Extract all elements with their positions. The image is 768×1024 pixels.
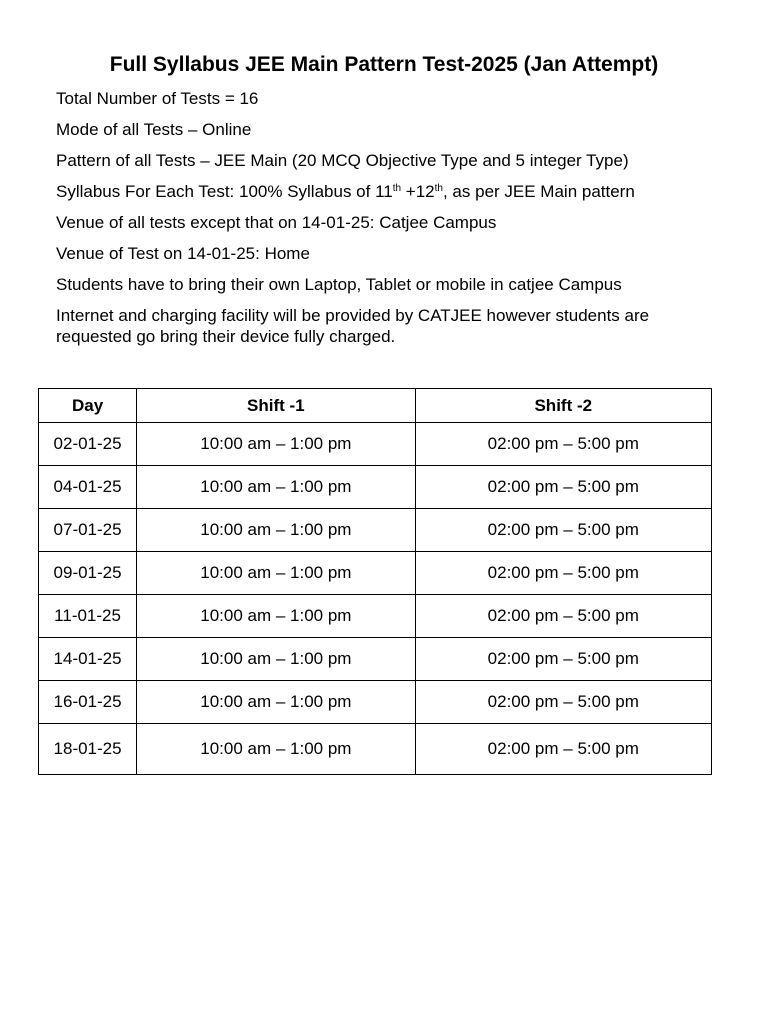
info-total-tests: Total Number of Tests = 16 — [56, 89, 259, 108]
table-header-row — [39, 389, 712, 423]
table-row — [39, 638, 712, 681]
table-row — [39, 466, 712, 509]
cell-shift-1: 10:00 am – 1:00 pm — [137, 638, 415, 681]
cell-shift-1: 10:00 am – 1:00 pm — [137, 681, 415, 724]
cell-shift-1: 10:00 am – 1:00 pm — [137, 724, 415, 775]
page-title: Full Syllabus JEE Main Pattern Test-2025 (Jan Attempt) — [109, 53, 659, 76]
cell-shift-1: 10:00 am – 1:00 pm — [137, 466, 415, 509]
cell-day: 09-01-25 — [39, 552, 137, 595]
syllabus-mid: +12 — [401, 182, 435, 201]
cell-shift-2: 02:00 pm – 5:00 pm — [415, 466, 711, 509]
cell-shift-2: 02:00 pm – 5:00 pm — [415, 552, 711, 595]
cell-day: 14-01-25 — [39, 638, 137, 681]
info-list — [56, 88, 716, 357]
cell-day: 18-01-25 — [39, 724, 137, 775]
info-mode: Mode of all Tests – Online — [56, 120, 252, 139]
syllabus-prefix: Syllabus For Each Test: 100% Syllabus of 11 — [56, 182, 393, 201]
cell-day: 04-01-25 — [39, 466, 137, 509]
syllabus-suffix: , as per JEE Main pattern — [442, 182, 635, 201]
cell-shift-2: 02:00 pm – 5:00 pm — [415, 509, 711, 552]
table-row — [39, 509, 712, 552]
table-row — [39, 681, 712, 724]
cell-day: 11-01-25 — [39, 595, 137, 638]
cell-shift-1: 10:00 am – 1:00 pm — [137, 423, 415, 466]
cell-shift-2: 02:00 pm – 5:00 pm — [415, 423, 711, 466]
info-syllabus — [56, 181, 716, 202]
cell-day: 07-01-25 — [39, 509, 137, 552]
table-row — [39, 552, 712, 595]
cell-day: 16-01-25 — [39, 681, 137, 724]
header-shift-1: Shift -1 — [137, 389, 415, 423]
table-row — [39, 595, 712, 638]
syllabus-superscript-1: th — [392, 183, 402, 194]
cell-shift-2: 02:00 pm – 5:00 pm — [415, 724, 711, 775]
table-row — [39, 423, 712, 466]
header-shift-2: Shift -2 — [415, 389, 711, 423]
cell-shift-1: 10:00 am – 1:00 pm — [137, 595, 415, 638]
cell-shift-2: 02:00 pm – 5:00 pm — [415, 595, 711, 638]
info-internet: Internet and charging facility will be provided by CATJEE however students are requested go bring their device fully charged. — [56, 306, 650, 346]
cell-shift-2: 02:00 pm – 5:00 pm — [415, 638, 711, 681]
cell-day: 02-01-25 — [39, 423, 137, 466]
table-row — [39, 724, 712, 775]
cell-shift-1: 10:00 am – 1:00 pm — [137, 509, 415, 552]
info-pattern: Pattern of all Tests – JEE Main (20 MCQ Objective Type and 5 integer Type) — [56, 151, 629, 170]
cell-shift-1: 10:00 am – 1:00 pm — [137, 552, 415, 595]
schedule-table — [38, 388, 712, 775]
header-day: Day — [39, 389, 137, 423]
cell-shift-2: 02:00 pm – 5:00 pm — [415, 681, 711, 724]
info-venue-home: Venue of Test on 14-01-25: Home — [56, 244, 310, 263]
info-devices: Students have to bring their own Laptop, Tablet or mobile in catjee Campus — [56, 275, 622, 294]
syllabus-superscript-2: th — [434, 183, 443, 194]
info-venue-all: Venue of all tests except that on 14-01-25: Catjee Campus — [56, 213, 497, 232]
